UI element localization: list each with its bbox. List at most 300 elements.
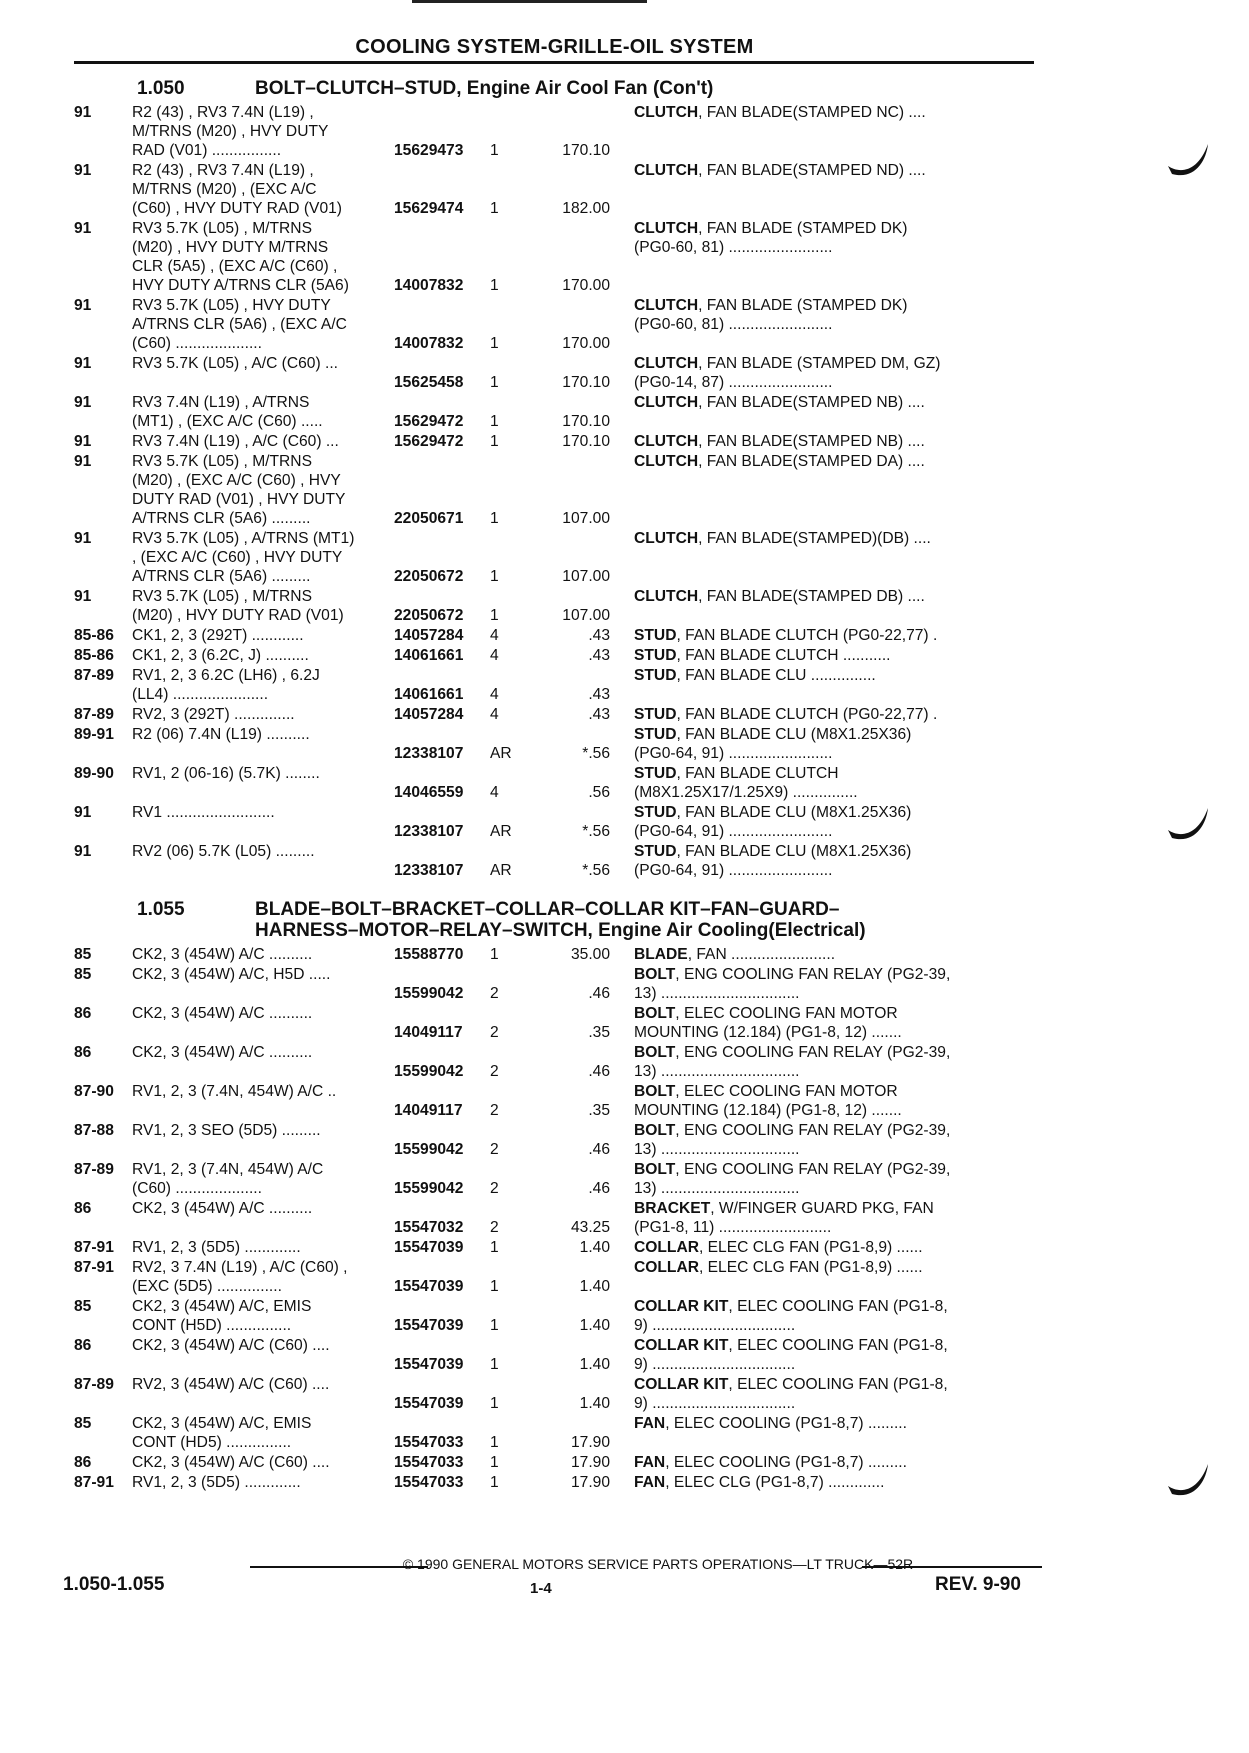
application-description-text: CK2, 3 (454W) A/C (C60) ....	[132, 1454, 330, 1471]
application-description	[132, 803, 394, 841]
application-description-text: RV3 7.4N (L19) , A/C (C60) ...	[132, 433, 339, 450]
catalog-row	[74, 219, 1034, 295]
quantity-text: 1	[490, 1239, 499, 1256]
model-year-text: 86	[74, 1005, 92, 1022]
part-name-detail: , FAN BLADE(STAMPED ND) ....	[698, 162, 926, 179]
price-text: .46	[588, 1063, 610, 1080]
part-name-detail: , FAN BLADE (STAMPED DM, GZ) (PG0-14, 87) ........................	[634, 355, 941, 391]
price-text: 107.00	[562, 510, 610, 527]
part-number-text: 12338107	[394, 862, 464, 879]
quantity-text: AR	[490, 862, 512, 879]
part-number	[394, 103, 490, 160]
application-description	[132, 1121, 394, 1159]
model-year-text: 91	[74, 530, 92, 547]
quantity	[490, 1336, 530, 1374]
part-name-keyword: COLLAR KIT	[634, 1337, 729, 1354]
part-number-text: 15547039	[394, 1356, 464, 1373]
section-title: BOLT–CLUTCH–STUD, Engine Air Cool Fan (Con't)	[255, 78, 714, 99]
part-number-text: 14046559	[394, 784, 464, 801]
part-name-detail: , FAN BLADE CLUTCH (M8X1.25X17/1.25X9) ...............	[634, 765, 858, 801]
part-name-detail: , ELEC CLG FAN (PG1-8,9) ......	[698, 1259, 923, 1276]
price-text: .46	[588, 1180, 610, 1197]
application-description-text: CK2, 3 (454W) A/C ..........	[132, 1044, 313, 1061]
quantity	[490, 646, 530, 665]
model-year-text: 87-91	[74, 1239, 114, 1256]
application-description	[132, 393, 394, 431]
quantity-text: 1	[490, 1356, 499, 1373]
model-year	[74, 646, 132, 665]
price	[530, 1043, 610, 1081]
model-year	[74, 1004, 132, 1042]
part-name-keyword: COLLAR	[634, 1239, 699, 1256]
application-description-text: CK2, 3 (454W) A/C ..........	[132, 946, 313, 963]
price	[530, 1082, 610, 1120]
part-number	[394, 1238, 490, 1257]
part-name-keyword: STUD	[634, 843, 677, 860]
part-name-keyword: BOLT	[634, 1044, 676, 1061]
quantity	[490, 393, 530, 431]
part-name	[610, 1121, 1004, 1159]
application-description	[132, 529, 394, 586]
part-name-keyword: BLADE	[634, 946, 688, 963]
quantity	[490, 296, 530, 353]
price-text: 1.40	[579, 1356, 610, 1373]
part-number	[394, 219, 490, 295]
model-year	[74, 705, 132, 724]
part-name	[610, 764, 1004, 802]
part-name-keyword: CLUTCH	[634, 588, 699, 605]
quantity	[490, 1199, 530, 1237]
application-description-text: RV3 5.7K (L05) , HVY DUTY A/TRNS CLR (5A6) , (EXC A/C (C60) ....................	[132, 297, 347, 352]
price	[530, 1004, 610, 1042]
part-number	[394, 1297, 490, 1335]
model-year	[74, 1258, 132, 1296]
model-year	[74, 1473, 132, 1492]
application-description-text: RV1, 2, 3 (5D5) .............	[132, 1239, 301, 1256]
model-year	[74, 1238, 132, 1257]
application-description-text: CK2, 3 (454W) A/C ..........	[132, 1200, 313, 1217]
quantity-text: 4	[490, 686, 499, 703]
application-description	[132, 725, 394, 763]
part-name-detail: , ELEC COOLING FAN (PG1-8, 9) .................................	[634, 1337, 948, 1373]
part-number-text: 12338107	[394, 745, 464, 762]
model-year-text: 87-89	[74, 706, 114, 723]
catalog-row	[74, 1082, 1034, 1120]
model-year	[74, 1336, 132, 1374]
quantity	[490, 1238, 530, 1257]
catalog-row	[74, 161, 1034, 218]
quantity-text: 2	[490, 1063, 499, 1080]
price-text: 17.90	[570, 1434, 610, 1451]
price-text: .46	[588, 985, 610, 1002]
section-title: BLADE–BOLT–BRACKET–COLLAR–COLLAR KIT–FAN–GUARD– HARNESS–MOTOR–RELAY–SWITCH, Engine Air Cooling(Electrical)	[255, 899, 866, 941]
part-name	[610, 803, 1004, 841]
part-number-text: 14007832	[394, 277, 464, 294]
application-description	[132, 626, 394, 645]
model-year	[74, 1375, 132, 1413]
application-description	[132, 646, 394, 665]
part-number-text: 15547033	[394, 1454, 464, 1471]
application-description	[132, 1160, 394, 1198]
application-description	[132, 1473, 394, 1492]
part-name	[610, 1375, 1004, 1413]
part-number-text: 15625458	[394, 374, 464, 391]
quantity-text: 1	[490, 433, 499, 450]
price	[530, 842, 610, 880]
application-description	[132, 945, 394, 964]
part-name	[610, 529, 1004, 586]
model-year	[74, 626, 132, 645]
quantity-text: 4	[490, 706, 499, 723]
application-description-text: CK2, 3 (454W) A/C, H5D .....	[132, 966, 331, 983]
model-year	[74, 1082, 132, 1120]
application-description-text: RV2, 3 (454W) A/C (C60) ....	[132, 1376, 330, 1393]
quantity-text: 1	[490, 1474, 499, 1491]
price-text: .46	[588, 1141, 610, 1158]
price	[530, 452, 610, 528]
model-year	[74, 764, 132, 802]
part-name-keyword: BOLT	[634, 1083, 676, 1100]
section-header	[74, 899, 1034, 941]
part-number	[394, 842, 490, 880]
quantity	[490, 1375, 530, 1413]
part-number	[394, 587, 490, 625]
price-text: 107.00	[562, 607, 610, 624]
quantity-text: 1	[490, 277, 499, 294]
quantity	[490, 432, 530, 451]
model-year	[74, 965, 132, 1003]
price-text: 170.10	[562, 142, 610, 159]
part-number-text: 15599042	[394, 1063, 464, 1080]
model-year-text: 91	[74, 220, 92, 237]
part-name-keyword: CLUTCH	[634, 355, 699, 372]
part-name	[610, 1082, 1004, 1120]
application-description-text: CK2, 3 (454W) A/C ..........	[132, 1005, 313, 1022]
model-year-text: 87-88	[74, 1122, 114, 1139]
part-name-keyword: BOLT	[634, 1122, 676, 1139]
catalog-row	[74, 705, 1034, 724]
price-text: 170.10	[562, 413, 610, 430]
price-text: 1.40	[579, 1395, 610, 1412]
model-year-text: 85-86	[74, 627, 114, 644]
price-text: *.56	[582, 745, 610, 762]
application-description	[132, 219, 394, 295]
application-description	[132, 1375, 394, 1413]
application-description-text: RV2 (06) 5.7K (L05) .........	[132, 843, 315, 860]
part-name	[610, 1336, 1004, 1374]
application-description-text: RV3 5.7K (L05) , A/TRNS (MT1) , (EXC A/C (C60) , HVY DUTY A/TRNS CLR (5A6) .........	[132, 530, 355, 585]
model-year	[74, 1160, 132, 1198]
part-name-keyword: CLUTCH	[634, 297, 699, 314]
catalog-row	[74, 945, 1034, 964]
page-title: COOLING SYSTEM-GRILLE-OIL SYSTEM	[355, 36, 754, 58]
part-number-text: 15547033	[394, 1434, 464, 1451]
quantity-text: 1	[490, 142, 499, 159]
price-text: 170.00	[562, 277, 610, 294]
part-name	[610, 432, 1004, 451]
part-name	[610, 103, 1004, 160]
model-year-text: 85	[74, 966, 92, 983]
catalog-row	[74, 529, 1034, 586]
part-name-keyword: COLLAR KIT	[634, 1376, 729, 1393]
quantity	[490, 219, 530, 295]
application-description	[132, 1043, 394, 1081]
catalog-row	[74, 803, 1034, 841]
part-number-text: 15547039	[394, 1239, 464, 1256]
price	[530, 296, 610, 353]
price-text: .35	[588, 1024, 610, 1041]
part-name	[610, 705, 1004, 724]
catalog-row	[74, 1043, 1034, 1081]
application-description-text: CK2, 3 (454W) A/C, EMIS CONT (H5D) ...............	[132, 1298, 312, 1334]
part-name-keyword: STUD	[634, 706, 677, 723]
part-name	[610, 296, 1004, 353]
quantity-text: 2	[490, 1102, 499, 1119]
quantity	[490, 1297, 530, 1335]
application-description-text: RV1 .........................	[132, 804, 275, 821]
quantity-text: 1	[490, 510, 499, 527]
part-name-detail: , FAN BLADE (STAMPED DK) (PG0-60, 81) ........................	[634, 297, 908, 333]
catalog-row	[74, 432, 1034, 451]
part-name	[610, 1297, 1004, 1335]
model-year-text: 89-90	[74, 765, 114, 782]
application-description	[132, 432, 394, 451]
application-description	[132, 705, 394, 724]
part-name-detail: , ENG COOLING FAN RELAY (PG2-39, 13) ................................	[634, 1122, 951, 1158]
catalog-row	[74, 842, 1034, 880]
quantity-text: 1	[490, 374, 499, 391]
application-description	[132, 1453, 394, 1472]
part-number	[394, 1160, 490, 1198]
catalog-row	[74, 1238, 1034, 1257]
quantity	[490, 452, 530, 528]
quantity-text: 1	[490, 1278, 499, 1295]
part-number	[394, 626, 490, 645]
quantity	[490, 354, 530, 392]
part-number-text: 14057284	[394, 706, 464, 723]
application-description	[132, 1199, 394, 1237]
price	[530, 1238, 610, 1257]
part-number	[394, 1004, 490, 1042]
application-description	[132, 296, 394, 353]
model-year	[74, 1199, 132, 1237]
part-number	[394, 296, 490, 353]
application-description	[132, 1238, 394, 1257]
part-name	[610, 452, 1004, 528]
catalog-row	[74, 1160, 1034, 1198]
part-number-text: 15599042	[394, 1141, 464, 1158]
part-name-keyword: STUD	[634, 726, 677, 743]
part-number	[394, 705, 490, 724]
price	[530, 1336, 610, 1374]
part-name-detail: , ELEC COOLING FAN (PG1-8, 9) .................................	[634, 1298, 948, 1334]
part-name-keyword: COLLAR KIT	[634, 1298, 729, 1315]
part-name-detail: , FAN ........................	[687, 946, 836, 963]
part-name	[610, 1414, 1004, 1452]
price-text: .35	[588, 1102, 610, 1119]
price-text: .56	[588, 784, 610, 801]
binder-hole-icon	[1164, 1460, 1210, 1500]
model-year-text: 86	[74, 1337, 92, 1354]
application-description	[132, 842, 394, 880]
application-description-text: CK2, 3 (454W) A/C (C60) ....	[132, 1337, 330, 1354]
model-year-text: 89-91	[74, 726, 114, 743]
application-description	[132, 1297, 394, 1335]
quantity-text: 1	[490, 413, 499, 430]
model-year	[74, 393, 132, 431]
application-description-text: RV3 5.7K (L05) , M/TRNS (M20) , HVY DUTY RAD (V01)	[132, 588, 344, 624]
quantity	[490, 1082, 530, 1120]
catalog-row	[74, 1414, 1034, 1452]
quantity	[490, 666, 530, 704]
application-description	[132, 103, 394, 160]
part-name-detail: , FAN BLADE (STAMPED DK) (PG0-60, 81) ........................	[634, 220, 908, 256]
price	[530, 354, 610, 392]
part-number-text: 14049117	[394, 1102, 463, 1119]
price	[530, 1453, 610, 1472]
part-name-keyword: FAN	[634, 1415, 666, 1432]
quantity	[490, 161, 530, 218]
application-description	[132, 666, 394, 704]
part-name	[610, 1238, 1004, 1257]
price	[530, 764, 610, 802]
model-year-text: 91	[74, 433, 92, 450]
price-text: .43	[588, 627, 610, 644]
quantity-text: AR	[490, 823, 512, 840]
part-number-text: 15547039	[394, 1395, 464, 1412]
part-number-text: 14057284	[394, 627, 464, 644]
price-text: *.56	[582, 823, 610, 840]
price	[530, 1199, 610, 1237]
price	[530, 103, 610, 160]
application-description-text: CK2, 3 (454W) A/C, EMIS CONT (HD5) ...............	[132, 1415, 312, 1451]
application-description-text: RV1, 2, 3 6.2C (LH6) , 6.2J (LL4) ......................	[132, 667, 320, 703]
part-name-detail: , FAN BLADE(STAMPED NB) ....	[698, 394, 925, 411]
catalog-row	[74, 103, 1034, 160]
model-year-text: 91	[74, 843, 92, 860]
quantity	[490, 1160, 530, 1198]
quantity-text: 1	[490, 946, 499, 963]
catalog-row	[74, 452, 1034, 528]
part-name-detail: , FAN BLADE CLU (M8X1.25X36) (PG0-64, 91) ........................	[634, 804, 912, 840]
part-number-text: 15547033	[394, 1474, 464, 1491]
part-name-detail: , FAN BLADE(STAMPED DA) ....	[698, 453, 925, 470]
model-year-text: 91	[74, 588, 92, 605]
price-text: 17.90	[570, 1454, 610, 1471]
quantity	[490, 803, 530, 841]
part-name-detail: , FAN BLADE CLU ...............	[676, 667, 876, 684]
catalog-row	[74, 393, 1034, 431]
quantity	[490, 1414, 530, 1452]
model-year-text: 85	[74, 1298, 92, 1315]
part-name-keyword: COLLAR	[634, 1259, 699, 1276]
price	[530, 1297, 610, 1335]
application-description-text: RV1, 2 (06-16) (5.7K) ........	[132, 765, 320, 782]
binder-hole-icon	[1164, 140, 1210, 180]
footer-page-number: 1-4	[530, 1580, 552, 1597]
quantity-text: 2	[490, 1141, 499, 1158]
price-text: .43	[588, 647, 610, 664]
price	[530, 803, 610, 841]
model-year	[74, 354, 132, 392]
part-name	[610, 1043, 1004, 1081]
model-year	[74, 842, 132, 880]
part-name-keyword: FAN	[634, 1454, 666, 1471]
model-year-text: 87-91	[74, 1259, 114, 1276]
application-description	[132, 587, 394, 625]
model-year-text: 91	[74, 355, 92, 372]
model-year-text: 86	[74, 1454, 92, 1471]
part-name	[610, 725, 1004, 763]
part-name-detail: , FAN BLADE(STAMPED DB) ....	[698, 588, 925, 605]
application-description	[132, 452, 394, 528]
part-name-keyword: BOLT	[634, 966, 676, 983]
price-text: *.56	[582, 862, 610, 879]
price-text: .43	[588, 706, 610, 723]
price-text: 170.10	[562, 433, 610, 450]
model-year	[74, 1043, 132, 1081]
part-name-detail: , ELEC CLG (PG1-8,7) .............	[665, 1474, 885, 1491]
application-description-text: R2 (06) 7.4N (L19) ..........	[132, 726, 310, 743]
price	[530, 1473, 610, 1492]
part-number	[394, 803, 490, 841]
model-year-text: 85-86	[74, 647, 114, 664]
part-name-keyword: CLUTCH	[634, 220, 699, 237]
price-text: 43.25	[570, 1219, 610, 1236]
model-year-text: 86	[74, 1044, 92, 1061]
catalog-row	[74, 1004, 1034, 1042]
part-number	[394, 1043, 490, 1081]
application-description-text: RV1, 2, 3 (5D5) .............	[132, 1474, 301, 1491]
model-year-text: 91	[74, 297, 92, 314]
catalog-row	[74, 646, 1034, 665]
application-description	[132, 354, 394, 392]
model-year	[74, 103, 132, 160]
part-name-keyword: CLUTCH	[634, 530, 699, 547]
quantity-text: 4	[490, 647, 499, 664]
part-name	[610, 587, 1004, 625]
model-year	[74, 725, 132, 763]
quantity	[490, 1453, 530, 1472]
part-number-text: 22050671	[394, 510, 464, 527]
part-name	[610, 219, 1004, 295]
footer-copyright: © 1990 GENERAL MOTORS SERVICE PARTS OPERATIONS—LT TRUCK—52R	[402, 1556, 914, 1572]
part-name	[610, 1199, 1004, 1237]
section-number: 1.050	[137, 78, 185, 99]
footer-section-range: 1.050-1.055	[63, 1574, 165, 1595]
model-year	[74, 452, 132, 528]
catalog-row	[74, 1375, 1034, 1413]
part-number-text: 15629472	[394, 413, 464, 430]
part-name-detail: , FAN BLADE CLUTCH ...........	[676, 647, 891, 664]
part-number-text: 14061661	[394, 647, 464, 664]
model-year	[74, 587, 132, 625]
model-year	[74, 432, 132, 451]
part-name	[610, 945, 1004, 964]
model-year	[74, 529, 132, 586]
part-number-text: 15547039	[394, 1278, 464, 1295]
quantity	[490, 965, 530, 1003]
quantity-text: 1	[490, 335, 499, 352]
catalog-row	[74, 666, 1034, 704]
model-year-text: 87-91	[74, 1474, 114, 1491]
quantity-text: 1	[490, 1454, 499, 1471]
application-description	[132, 161, 394, 218]
application-description-text: RV3 5.7K (L05) , M/TRNS (M20) , (EXC A/C (C60) , HVY DUTY RAD (V01) , HVY DUTY A/TRNS CLR (5A6) .........	[132, 453, 346, 527]
application-description	[132, 1004, 394, 1042]
price	[530, 161, 610, 218]
quantity	[490, 587, 530, 625]
